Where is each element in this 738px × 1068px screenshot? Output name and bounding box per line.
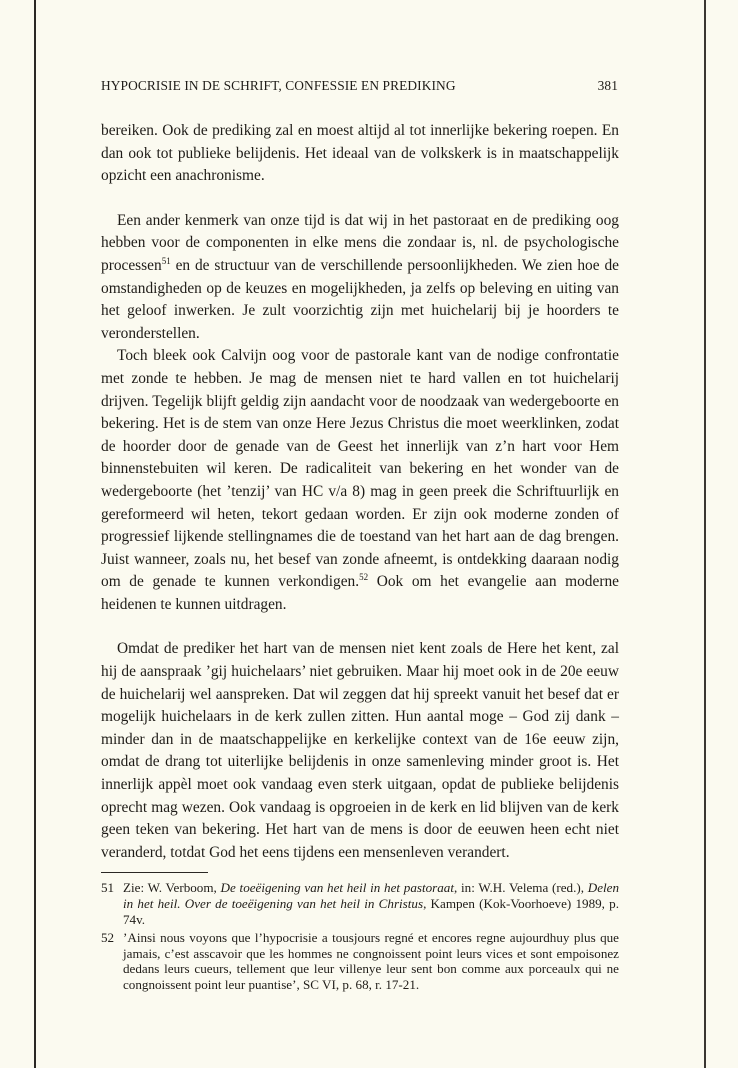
paragraph-2: [101, 210, 619, 346]
paragraph-3-text-a: Toch bleek ook Calvijn oog voor de pastorale kant van de nodige confrontatie met zonde te hebben. Je mag de mensen niet te hard vallen en tot huichelarij drijven. Tegelijk blijft geldig zijn aandacht voor de noodzaak van wedergeboorte en bekering. Het is de stem van onze Here Jezus Christus die moet weerklinken, zodat de hoorder door de genade van de Geest het innerlijk van z’n hart voor Hem binnenstebuiten wil keren. De radicaliteit van bekering en het wonder van de wedergeboorte (het ’tenzij’ van HC v/a 8) mag in geen preek die Schriftuurlijk en gereformeerd wil heten, tekort gedaan worden. Er zijn ook moderne zonden of progressief lijkende stellingnames die de toestand van het hart aan de dag brengen. Juist wanneer, zoals nu, het besef van zonde afneemt, is ontdekking daaraan nodig om de genade te kunnen verkondigen.: [101, 347, 619, 591]
paragraph-gap: [101, 616, 619, 638]
footnote-number: 52: [101, 930, 115, 946]
page-number: 381: [597, 78, 618, 93]
footnote-text-part: Zie: W. Verboom,: [123, 880, 221, 896]
footnote-51: [101, 880, 619, 927]
running-head-title: HYPOCRISIE IN DE SCHRIFT, CONFESSIE EN PREDIKING: [101, 78, 456, 93]
paragraph-gap: [101, 188, 619, 210]
footnote-title-italic: Delen in het heil. Over de toeëigening van het heil in Christus: [123, 880, 619, 911]
footnote-title-italic: De toeëigening van het heil in het pastoraat: [220, 880, 454, 896]
paragraph-1: bereiken. Ook de prediking zal en moest altijd al tot innerlijke bekering roepen. En dan ook tot publieke belijdenis. Het ideaal van de volkskerk is in maatschappelijk opzicht een anachronisme.: [101, 122, 619, 185]
footnote-52: [101, 930, 619, 992]
page-edge-right: [704, 0, 706, 1068]
paragraph-2-text-a: Een ander kenmerk van onze tijd is dat wij in het pastoraat en de prediking oog hebben voor de componenten in elke mens die zondaar is, nl. de psychologische processen: [101, 211, 619, 274]
running-head: [101, 78, 619, 94]
footnote-separator: [101, 872, 208, 873]
footnote-ref-51[interactable]: 51: [161, 255, 171, 266]
paragraph-3: [101, 345, 619, 616]
document-page: [101, 78, 619, 996]
paragraph-2-text-b: en de structuur van de verschillende persoonlijkheden. We zien hoe de omstandigheden op de keuzes en mogelijkheden, ja zelfs op beleving en uiting van het geloof inwerken. Je zult voorzichtig zijn met huichelarij bij je hoorders te veronderstellen.: [101, 256, 619, 342]
footnote-text-part: , Kampen (Kok-Voorhoeve) 1989, p. 74v.: [123, 896, 619, 927]
footnote-text: [123, 880, 619, 927]
footnote-text-part: , in: W.H. Velema (red.),: [454, 880, 588, 896]
paragraph-4: Omdat de prediker het hart van de mensen niet kent zoals de Here het kent, zal hij de aanspraak ’gij huichelaars’ niet gebruiken. Maar hij moet ook in de 20e eeuw de huichelarij wel aanspreken. Dat wil zeggen dat hij spreekt vanuit het besef dat er mogelijk huichelaars in de kerk zullen zitten. Hun aantal moge – God zij dank – minder dan in de maatschappelijke en kerkelijke context van de 16e eeuw zijn, omdat de drang tot uiterlijke belijdenis in onze samenleving minder groot is. Het innerlijk appèl moet ook vandaag even sterk uitgaan, opdat de publieke belijdenis oprecht mag wezen. Ook vandaag is opgroeien in de kerk en lid blijven van de kerk geen teken van bekering. Het hart van de mens is door de eeuwen heen echt niet veranderd, totdat God het eens tijdens een mensenleven verandert.: [101, 640, 619, 861]
footnote-text: ’Ainsi nous voyons que l’hypocrisie a tousjours regné et encores regne aujourdhuy plus que jamais, c’est asscavoir que les hommes ne congnoissent point leurs vices et sont empoisonez dedans leurs cueurs, tellement que leur villenye leur sent bon comme aux porceaulx qui ne congnoissent point leur puantise’, SC VI, p. 68, r. 17-21.: [123, 930, 619, 992]
footnote-number: 51: [101, 880, 115, 896]
paragraph-3-text-b: Ook om het evangelie aan moderne heidenen te kunnen uitdragen.: [101, 573, 619, 613]
footnote-ref-52[interactable]: 52: [359, 572, 369, 583]
page-edge-left: [34, 0, 36, 1068]
